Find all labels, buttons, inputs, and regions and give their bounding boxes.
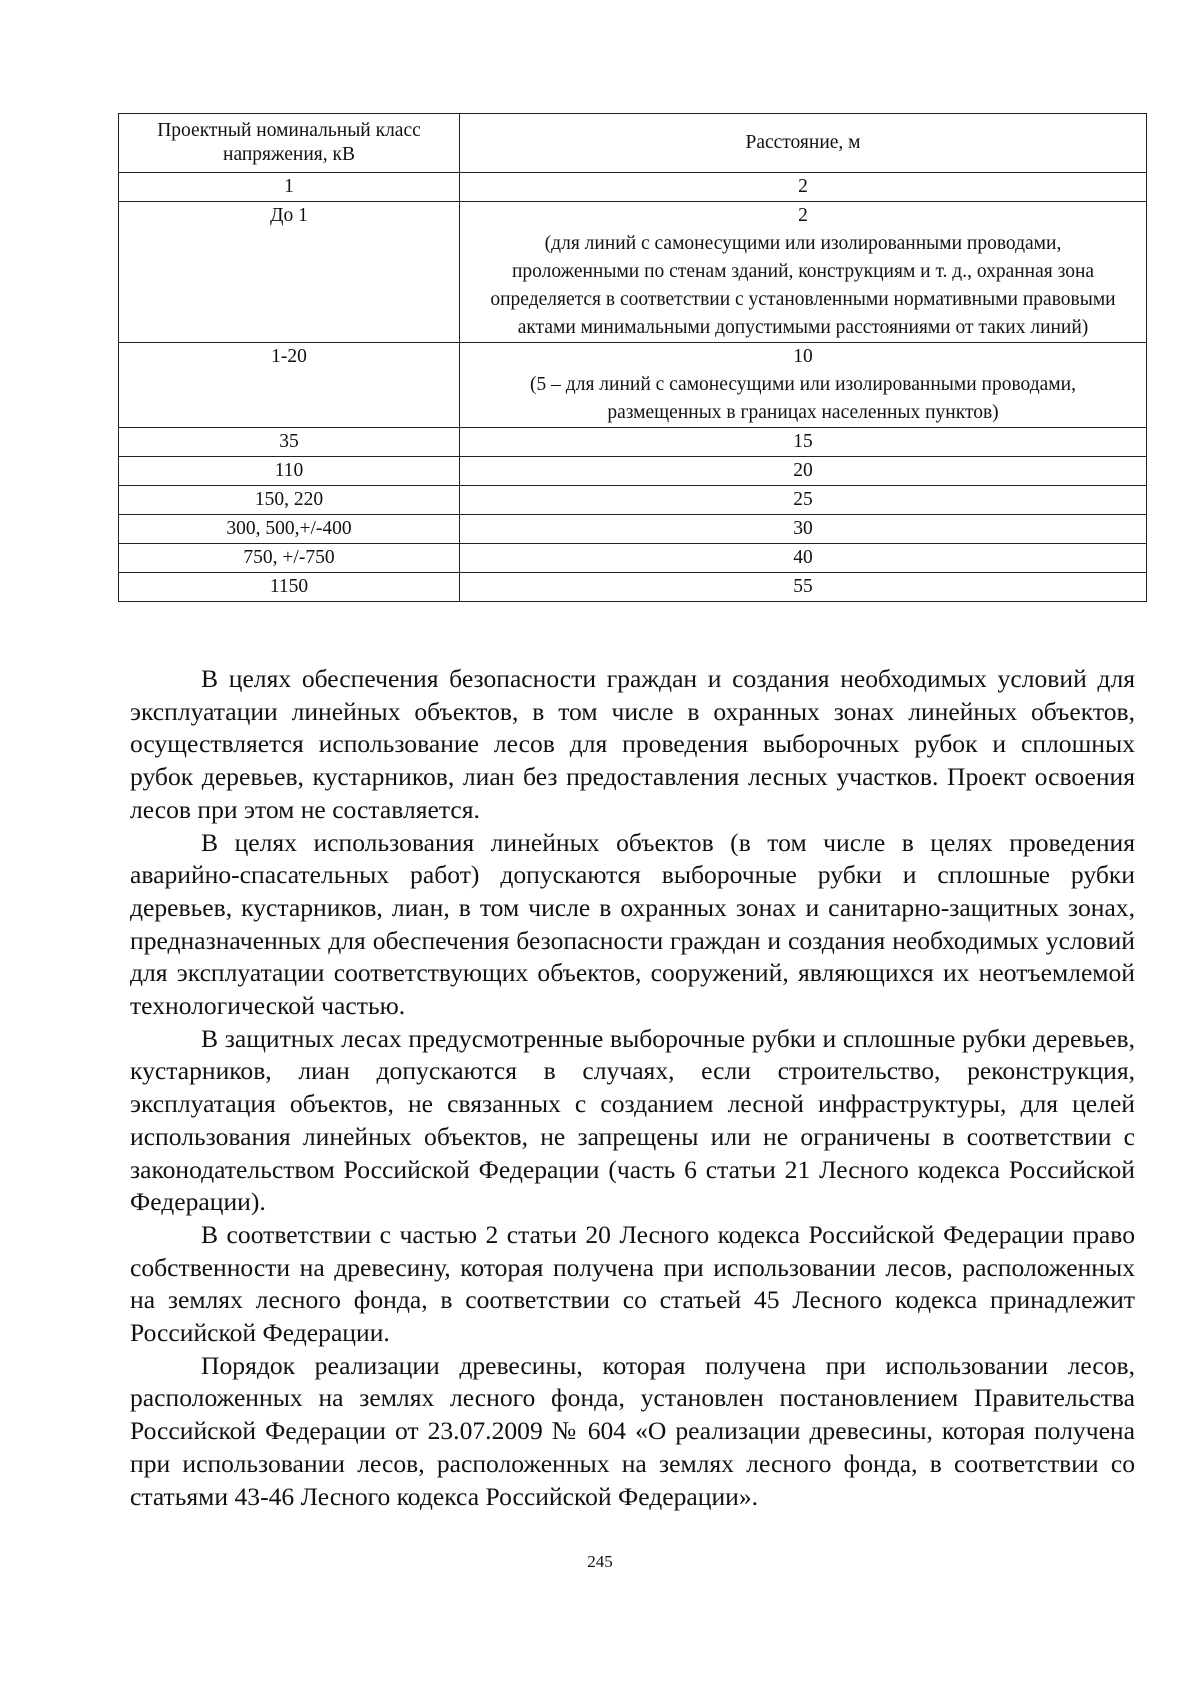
distance-value: 2: [798, 205, 808, 226]
voltage-cell: 750, +/-750: [119, 544, 460, 573]
table-row: [119, 428, 1147, 457]
table-row: [119, 343, 1147, 428]
column-number-2: 2: [460, 173, 1147, 202]
table-row: [119, 457, 1147, 486]
distance-cell: 30: [460, 515, 1147, 544]
paragraph: В защитных лесах предусмотренные выборочные рубки и сплошные рубки деревьев, кустарников, лиан допускаются в случаях, если строительство, реконструкция, эксплуатация объектов, не связанных с созданием лесной инфраструктуры, для целей использования линейных объектов, не запрещены или не ограничены в соответствии с законодательством Российской Федерации (часть 6 статьи 21 Лесного кодекса Российской Федерации).: [130, 1023, 1135, 1217]
distance-cell: 40: [460, 544, 1147, 573]
distance-note: (5 – для линий с самонесущими или изолированными проводами, размещенных в границах населенных пунктов): [530, 374, 1076, 423]
voltage-cell: 150, 220: [119, 486, 460, 515]
distance-note: (для линий с самонесущими или изолированными проводами, проложенными по стенам зданий, конструкциям и т. д., охранная зона определяется в соответствии с установленными нормативными правовыми актами минимальными допустимыми расстояниями от таких линий): [490, 233, 1116, 338]
protection-zone-table: [118, 113, 1147, 602]
header-distance: Расстояние, м: [460, 114, 1147, 173]
voltage-cell: До 1: [119, 202, 460, 343]
distance-cell: 25: [460, 486, 1147, 515]
paragraph: В соответствии с частью 2 статьи 20 Лесного кодекса Российской Федерации право собственности на древесину, которая получена при использовании лесов, расположенных на землях лесного фонда, в соответствии со статьей 45 Лесного кодекса принадлежит Российской Федерации.: [130, 1219, 1135, 1348]
distance-cell: 55: [460, 573, 1147, 602]
table-row: [119, 573, 1147, 602]
table-row: [119, 515, 1147, 544]
table-row: [119, 202, 1147, 343]
voltage-cell: 35: [119, 428, 460, 457]
table-row: [119, 544, 1147, 573]
paragraph: Порядок реализации древесины, которая получена при использовании лесов, расположенных на землях лесного фонда, установлен постановлением Правительства Российской Федерации от 23.07.2009 № 604 «О реализации древесины, которая получена при использовании лесов, расположенных на землях лесного фонда, в соответствии со статьями 43-46 Лесного кодекса Российской Федерации».: [130, 1350, 1135, 1511]
distance-cell: 20: [460, 457, 1147, 486]
table-header-row: [119, 114, 1147, 173]
distance-cell: [460, 202, 1147, 343]
distance-value: 10: [793, 346, 813, 367]
distance-cell: 15: [460, 428, 1147, 457]
distance-cell: [460, 343, 1147, 428]
table-row: [119, 486, 1147, 515]
paragraph: В целях обеспечения безопасности граждан и создания необходимых условий для эксплуатации линейных объектов, в том числе в охранных зонах линейных объектов, осуществляется использование лесов для проведения выборочных рубок и сплошных рубок деревьев, кустарников, лиан без предоставления лесных участков. Проект освоения лесов при этом не составляется.: [130, 664, 1135, 824]
voltage-cell: 1-20: [119, 343, 460, 428]
paragraph: В целях использования линейных объектов (в том числе в целях проведения аварийно-спасательных работ) допускаются выборочные рубки и сплошные рубки деревьев, кустарников, лиан, в том числе в охранных зонах и санитарно-защитных зонах, предназначенных для обеспечения безопасности граждан и создания необходимых условий для эксплуатации соответствующих объектов, сооружений, являющихся их неотъемлемой технологической частью.: [130, 827, 1135, 1021]
column-number-1: 1: [119, 173, 460, 202]
voltage-cell: 110: [119, 457, 460, 486]
body-text: [130, 663, 1135, 1513]
voltage-cell: 1150: [119, 573, 460, 602]
voltage-cell: 300, 500,+/-400: [119, 515, 460, 544]
header-voltage: Проектный номинальный класс напряжения, кВ: [119, 114, 460, 173]
page-number: 245: [587, 1552, 613, 1571]
table-numbering-row: [119, 173, 1147, 202]
